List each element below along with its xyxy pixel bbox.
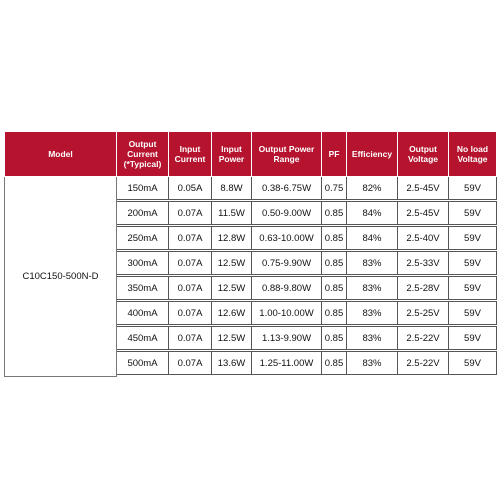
cell-output-current: 450mA: [117, 327, 169, 350]
cell-efficiency: 83%: [347, 327, 398, 350]
cell-no-load-voltage: 59V: [449, 352, 497, 375]
cell-input-power: 12.5W: [212, 252, 252, 275]
cell-pf: 0.85: [322, 202, 347, 225]
cell-input-power: 12.8W: [212, 227, 252, 250]
table-body: [5, 177, 497, 377]
cell-output-power-range: 0.38-6.75W: [252, 177, 322, 200]
header-output-voltage: Output Voltage: [398, 132, 449, 177]
cell-output-current: 200mA: [117, 202, 169, 225]
header-model: Model: [5, 132, 117, 177]
cell-input-current: 0.07A: [169, 302, 212, 325]
cell-output-power-range: 1.13-9.90W: [252, 327, 322, 350]
cell-no-load-voltage: 59V: [449, 302, 497, 325]
cell-no-load-voltage: 59V: [449, 277, 497, 300]
cell-output-current: 400mA: [117, 302, 169, 325]
header-input-current: Input Current: [169, 132, 212, 177]
cell-efficiency: 82%: [347, 177, 398, 200]
cell-input-current: 0.07A: [169, 227, 212, 250]
cell-input-current: 0.07A: [169, 277, 212, 300]
cell-input-power: 12.6W: [212, 302, 252, 325]
cell-no-load-voltage: 59V: [449, 252, 497, 275]
cell-output-voltage: 2.5-28V: [398, 277, 449, 300]
model-cell: C10C150-500N-D: [5, 177, 117, 377]
spacer-cell: [398, 375, 449, 377]
cell-output-power-range: 0.75-9.90W: [252, 252, 322, 275]
header-input-power: Input Power: [212, 132, 252, 177]
cell-input-current: 0.07A: [169, 202, 212, 225]
spacer-cell: [169, 375, 212, 377]
cell-output-voltage: 2.5-45V: [398, 202, 449, 225]
cell-output-current: 250mA: [117, 227, 169, 250]
header-no-load-voltage: No load Voltage: [449, 132, 497, 177]
spacer-cell: [322, 375, 347, 377]
cell-no-load-voltage: 59V: [449, 177, 497, 200]
spec-table: [4, 131, 497, 377]
cell-output-voltage: 2.5-22V: [398, 352, 449, 375]
spacer-cell: [252, 375, 322, 377]
cell-output-voltage: 2.5-40V: [398, 227, 449, 250]
table-header-row: [5, 132, 497, 177]
cell-pf: 0.85: [322, 227, 347, 250]
cell-output-voltage: 2.5-25V: [398, 302, 449, 325]
cell-input-current: 0.07A: [169, 252, 212, 275]
header-efficiency: Efficiency: [347, 132, 398, 177]
cell-output-current: 300mA: [117, 252, 169, 275]
cell-output-voltage: 2.5-22V: [398, 327, 449, 350]
cell-input-current: 0.05A: [169, 177, 212, 200]
spacer-cell: [449, 375, 497, 377]
cell-output-current: 500mA: [117, 352, 169, 375]
cell-no-load-voltage: 59V: [449, 202, 497, 225]
cell-pf: 0.85: [322, 327, 347, 350]
cell-input-power: 11.5W: [212, 202, 252, 225]
cell-pf: 0.75: [322, 177, 347, 200]
cell-output-current: 350mA: [117, 277, 169, 300]
table-row: [5, 177, 497, 200]
cell-efficiency: 83%: [347, 277, 398, 300]
cell-input-power: 12.5W: [212, 327, 252, 350]
header-pf: PF: [322, 132, 347, 177]
cell-output-power-range: 0.88-9.80W: [252, 277, 322, 300]
cell-efficiency: 83%: [347, 352, 398, 375]
cell-input-power: 12.5W: [212, 277, 252, 300]
spacer-cell: [212, 375, 252, 377]
cell-efficiency: 84%: [347, 227, 398, 250]
header-output-power-range: Output Power Range: [252, 132, 322, 177]
cell-pf: 0.85: [322, 352, 347, 375]
cell-output-voltage: 2.5-33V: [398, 252, 449, 275]
cell-input-power: 13.6W: [212, 352, 252, 375]
cell-output-current: 150mA: [117, 177, 169, 200]
cell-output-power-range: 0.50-9.00W: [252, 202, 322, 225]
cell-pf: 0.85: [322, 252, 347, 275]
header-output-current: Output Current (*Typical): [117, 132, 169, 177]
cell-output-power-range: 0.63-10.00W: [252, 227, 322, 250]
cell-efficiency: 84%: [347, 202, 398, 225]
spacer-cell: [117, 375, 169, 377]
cell-efficiency: 83%: [347, 252, 398, 275]
cell-input-current: 0.07A: [169, 352, 212, 375]
cell-input-power: 8.8W: [212, 177, 252, 200]
cell-no-load-voltage: 59V: [449, 227, 497, 250]
cell-no-load-voltage: 59V: [449, 327, 497, 350]
cell-output-power-range: 1.25-11.00W: [252, 352, 322, 375]
cell-output-voltage: 2.5-45V: [398, 177, 449, 200]
cell-pf: 0.85: [322, 277, 347, 300]
spacer-cell: [347, 375, 398, 377]
cell-efficiency: 83%: [347, 302, 398, 325]
cell-input-current: 0.07A: [169, 327, 212, 350]
cell-output-power-range: 1.00-10.00W: [252, 302, 322, 325]
cell-pf: 0.85: [322, 302, 347, 325]
